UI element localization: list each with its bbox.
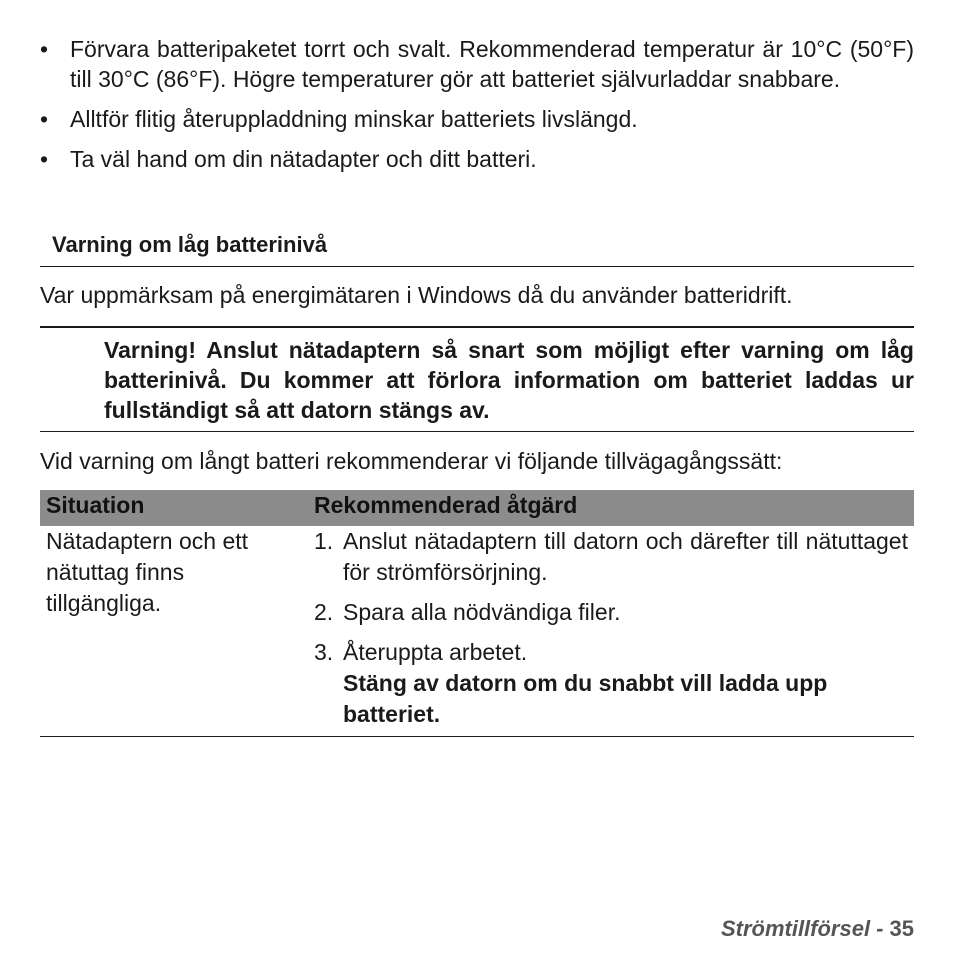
warning-bottom-rule xyxy=(40,431,914,432)
warning-top-rule xyxy=(40,326,914,328)
section-heading: Varning om låg batterinivå xyxy=(52,232,328,257)
bullet-marker: • xyxy=(40,146,49,172)
bullet-text: Alltför flitig återuppladdning minskar batteriets livslängd. xyxy=(70,106,638,132)
step-number: 2. xyxy=(314,599,334,625)
table-bottom-rule xyxy=(40,736,914,737)
step-item xyxy=(314,526,908,588)
table-header-action: Rekommenderad åtgärd xyxy=(314,492,578,518)
step-text: Anslut nätadaptern till datorn och därefter till nätuttaget för strömförsörjning. xyxy=(343,528,908,585)
step-text: Återuppta arbetet. xyxy=(343,639,528,665)
table-header-row xyxy=(40,490,914,526)
bullet-item xyxy=(40,144,914,174)
page-footer xyxy=(721,914,914,944)
bullet-list xyxy=(40,34,914,184)
bullet-marker: • xyxy=(40,36,49,62)
step-item xyxy=(314,597,908,628)
step-number: 1. xyxy=(314,528,334,554)
advice-intro: Vid varning om långt batteri rekommenderar vi följande tillvägagångssätt: xyxy=(40,448,783,474)
bullet-text: Förvara batteripaketet torrt och svalt. Rekommenderad temperatur är 10°C (50°F) till 30°C (86°F). Högre temperaturer gör att batteriet självurladdar snabbare. xyxy=(70,36,914,92)
warning-note: Varning! Anslut nätadaptern så snart som möjligt efter varning om låg batterinivå. Du kommer att förlora information om batteriet laddas ur fullständigt så att datorn stängs av. xyxy=(104,337,914,423)
bullet-text: Ta väl hand om din nätadapter och ditt batteri. xyxy=(70,146,537,172)
step-item xyxy=(314,637,908,730)
bullet-marker: • xyxy=(40,106,49,132)
step-number: 3. xyxy=(314,639,334,665)
bullet-item xyxy=(40,104,914,134)
page-number: 35 xyxy=(889,916,914,941)
heading-rule xyxy=(40,266,914,267)
step-text: Spara alla nödvändiga filer. xyxy=(343,599,621,625)
step-note: Stäng av datorn om du snabbt vill ladda upp batteriet. xyxy=(343,670,828,727)
footer-section-name: Strömtillförsel - xyxy=(720,916,884,941)
action-steps xyxy=(314,526,908,739)
table-header-situation: Situation xyxy=(46,492,145,518)
bullet-item xyxy=(40,34,914,94)
table-cell-situation: Nätadaptern och ett nätuttag finns tillgängliga. xyxy=(46,528,249,616)
section-intro: Var uppmärksam på energimätaren i Windows då du använder batteridrift. xyxy=(40,282,793,308)
